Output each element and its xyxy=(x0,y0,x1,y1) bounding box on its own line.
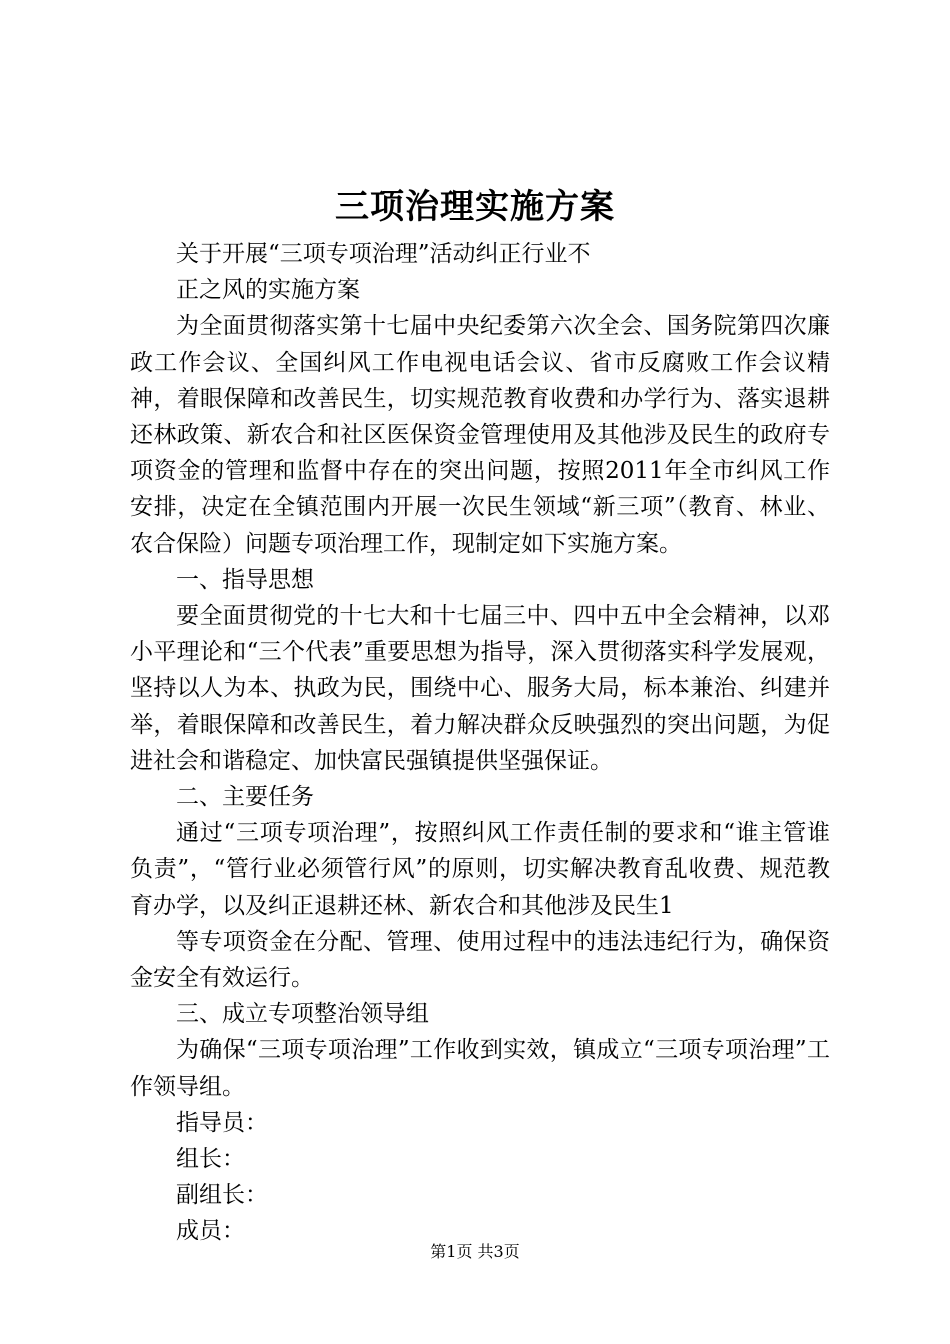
intro-paragraph: 为全面贯彻落实第十七届中央纪委第六次全会、国务院第四次廉政工作会议、全国纠风工作电视电话会议、省市反腐败工作会议精神，着眼保障和改善民生，切实规范教育收费和办学行为、落实退耕还林政策、新农合和社区医保资金管理使用及其他涉及民生的政府专项资金的管理和监督中存在的突出问题，按照2011年全市纠风工作安排，决定在全镇范围内开展一次民生领域“新三项”（教育、林业、农合保险）问题专项治理工作，现制定如下实施方案。 xyxy=(130,313,830,557)
subtitle-line-2: 正之风的实施方案 xyxy=(176,277,360,304)
section-heading-leading-group: 三、成立专项整治领导组 xyxy=(176,1001,429,1028)
guiding-ideology-paragraph: 要全面贯彻党的十七大和十七届三中、四中五中全会精神，以邓小平理论和“三个代表”重要思想为指导，深入贯彻落实科学发展观，坚持以人为本、执政为民，围绕中心、服务大局，标本兼治、纠建并举，着眼保障和改善民生，着力解决群众反映强烈的突出问题，为促进社会和谐稳定、加快富民强镇提供坚强保证。 xyxy=(130,603,830,774)
main-tasks-continuation: 等专项资金在分配、管理、使用过程中的违法违纪行为，确保资金安全有效运行。 xyxy=(130,928,830,992)
role-group-leader: 组长： xyxy=(176,1146,245,1173)
document-title: 三项治理实施方案 xyxy=(335,187,615,227)
role-members: 成员： xyxy=(176,1218,245,1245)
role-deputy-leader: 副组长： xyxy=(176,1182,268,1209)
subtitle-line-1: 关于开展“三项专项治理”活动纠正行业不 xyxy=(176,241,591,267)
section-heading-guiding-ideology: 一、指导思想 xyxy=(176,566,314,593)
page-footer: 第1页 共3页 xyxy=(430,1242,520,1261)
section-heading-main-tasks: 二、主要任务 xyxy=(176,784,314,811)
main-tasks-paragraph: 通过“三项专项治理”，按照纠风工作责任制的要求和“谁主管谁负责”，“管行业必须管行风”的原则，切实解决教育乱收费、规范教育办学，以及纠正退耕还林、新农合和其他涉及民生1 xyxy=(130,820,830,919)
leading-group-paragraph: 为确保“三项专项治理”工作收到实效，镇成立“三项专项治理”工作领导组。 xyxy=(130,1037,830,1100)
role-instructor: 指导员： xyxy=(176,1109,268,1136)
document-body xyxy=(130,236,830,1250)
